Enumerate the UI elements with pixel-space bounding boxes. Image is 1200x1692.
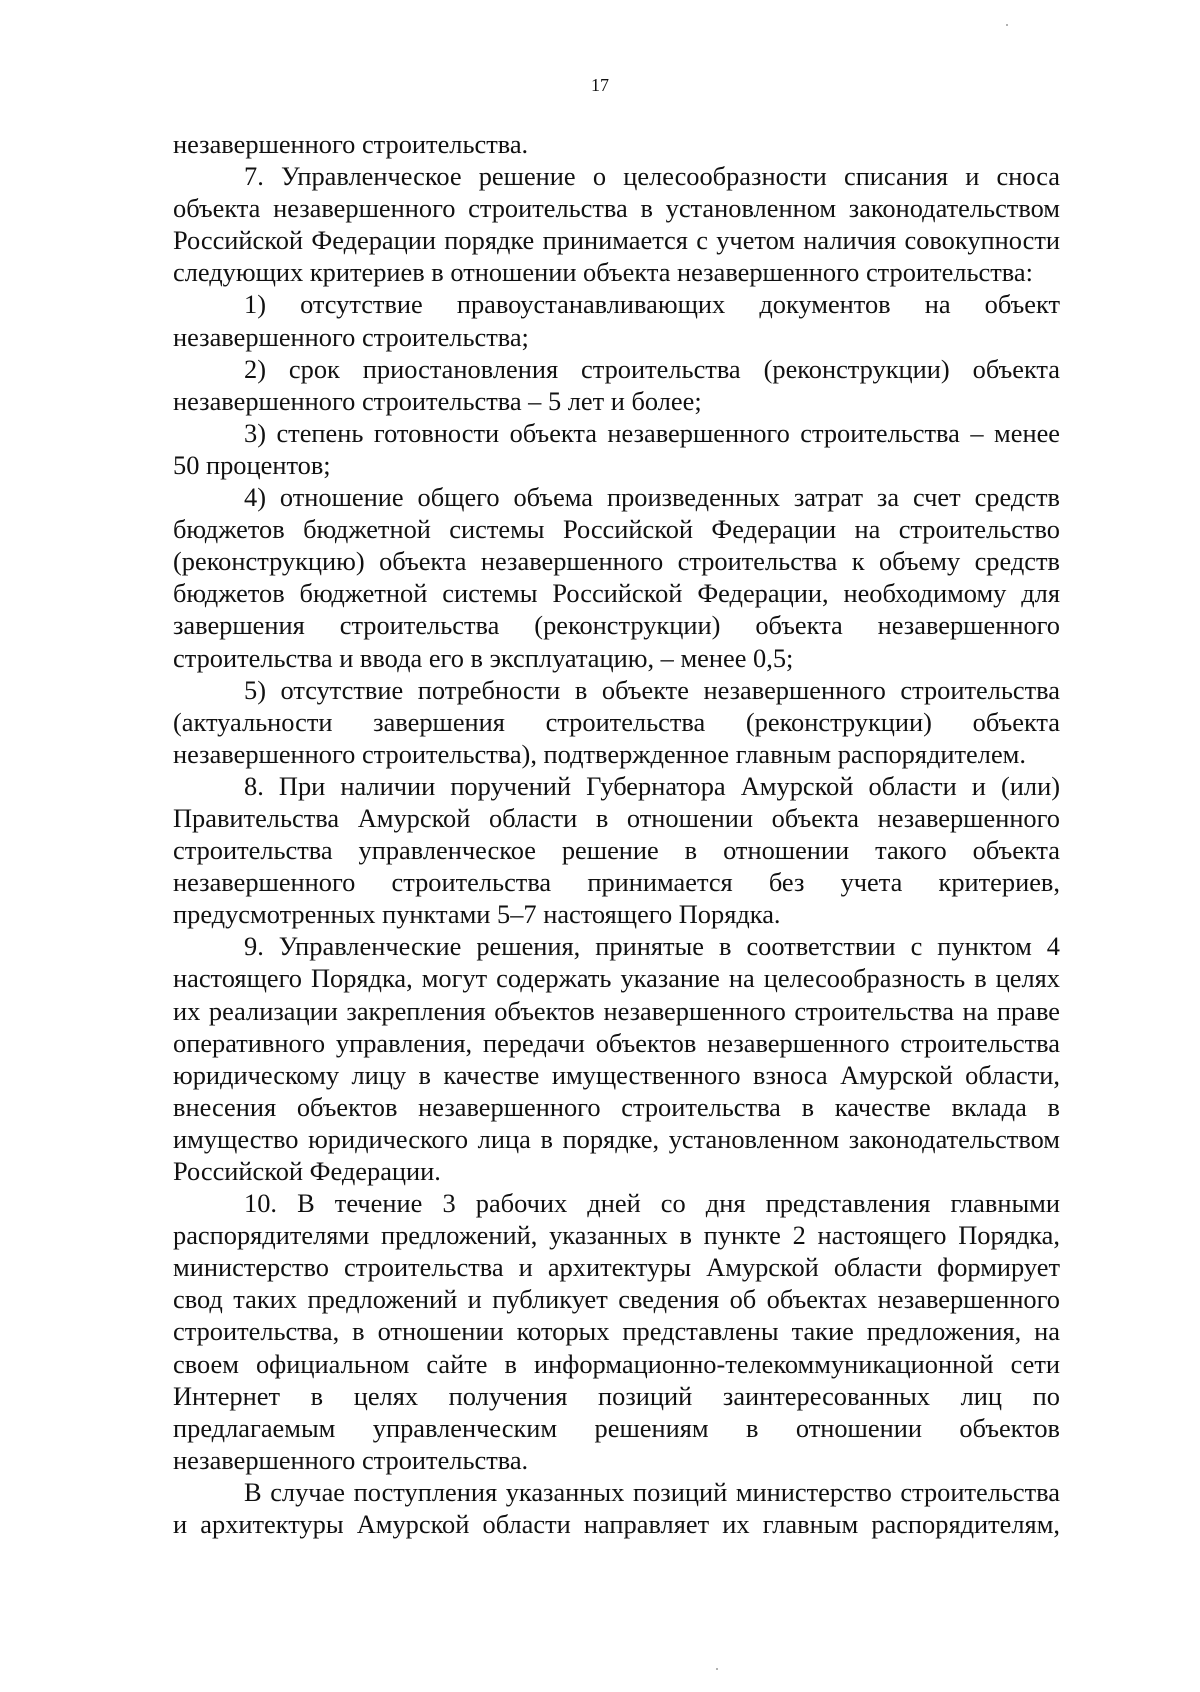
paragraph-item-9: 9. Управленческие решения, принятые в соответствии с пунктом 4 настоящего Порядка, могут содержать указание на целесообразность в целях их реализации закрепления объектов незавершенного строительства на праве оперативного управления, передачи объектов незавершенного строительства юридическому лицу в качестве имущественного взноса Амурской области, внесения объектов незавершенного строительства в качестве вклада в имущество юридического лица в порядке, установленном законодательством Российской Федерации. xyxy=(173,931,1060,1186)
paragraph-item-7: 7. Управленческое решение о целесообразности списания и сноса объекта незавершенного строительства в установленном законодательством Российской Федерации порядке принимается с учетом наличия совокупности следующих критериев в отношении объекта незавершенного строительства: xyxy=(173,161,1060,288)
paragraph-criterion-4: 4) отношение общего объема произведенных затрат за счет средств бюджетов бюджетной системы Российской Федерации на строительство (реконструкцию) объекта незавершенного строительства к объему средств бюджетов бюджетной системы Российской Федерации, необходимому для завершения строительства (реконструкции) объекта незавершенного строительства и ввода его в эксплуатацию, – менее 0,5; xyxy=(173,482,1060,673)
paragraph-continuation: незавершенного строительства. xyxy=(173,129,529,159)
scan-speck xyxy=(1006,24,1008,26)
paragraph-item-8: 8. При наличии поручений Губернатора Амурской области и (или) Правительства Амурской области в отношении объекта незавершенного строительства управленческое решение в отношении такого объекта незавершенного строительства принимается без учета критериев, предусмотренных пунктами 5–7 настоящего Порядка. xyxy=(173,770,1060,930)
paragraph-criterion-1: 1) отсутствие правоустанавливающих документов на объект незавершенного строительства; xyxy=(173,289,1060,352)
paragraph-item-10: 10. В течение 3 рабочих дней со дня представления главными распорядителями предложений, указанных в пункте 2 настоящего Порядка, министерство строительства и архитектуры Амурской области формирует свод таких предложений и публикует сведения об объектах незавершенного строительства, в отношении которых представлены такие предложения, на своем официальном сайте в информационно-телекоммуникационной сети Интернет в целях получения позиций заинтересованных лиц по предлагаемым управленческим решениям в отношении объектов незавершенного строительства. xyxy=(173,1188,1060,1475)
paragraph-criterion-3: 3) степень готовности объекта незавершенного строительства – менее 50 процентов; xyxy=(173,417,1060,480)
paragraph-positions: В случае поступления указанных позиций министерство строительства и архитектуры Амурской области направляет их главным распорядителям, xyxy=(173,1476,1060,1540)
document-body xyxy=(173,128,1060,1540)
paragraph-criterion-5: 5) отсутствие потребности в объекте незавершенного строительства (актуальности завершения строительства (реконструкции) объекта незавершенного строительства), подтвержденное главным распорядителем. xyxy=(173,674,1060,769)
page-number: 17 xyxy=(591,75,609,95)
paragraph-criterion-2: 2) срок приостановления строительства (реконструкции) объекта незавершенного строительства – 5 лет и более; xyxy=(173,353,1060,416)
scan-speck xyxy=(716,1668,718,1670)
